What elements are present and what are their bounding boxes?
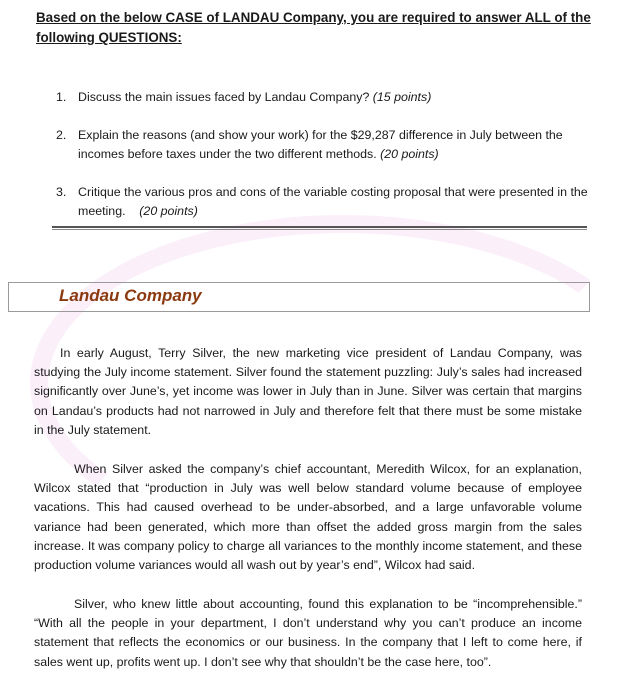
case-title-box [8,282,590,312]
case-title: Landau Company [59,286,202,305]
assignment-header: Based on the below CASE of LANDAU Company, you are required to answer ALL of the following QUESTIONS: [36,10,591,45]
question-points: (20 points) [139,204,198,218]
question-item [56,183,592,221]
question-number: 3. [56,185,67,199]
question-item [56,126,588,164]
question-number: 2. [56,128,67,142]
section-divider-thin [52,229,587,230]
question-text: Critique the various pros and cons of the variable costing proposal that were presented in the meeting. [78,185,592,218]
question-points: (20 points) [380,147,439,161]
question-item [56,88,588,107]
case-paragraph: When Silver asked the company’s chief accountant, Meredith Wilcox, for an explanation, Wilcox stated that “production in July was well below standard volume because of employee vacations. This had caused overhead to be under-absorbed, and a large unfavorable volume variance had been generated, which more than offset the added gross margin from the sales increase. It was company policy to charge all variances to the monthly income statement, and these production volume variances would all wash out by year’s end”, Wilcox had said. [34,462,582,573]
case-paragraph: Silver, who knew little about accounting, found this explanation to be “incomprehensible.” “With all the people in your department, I don’t understand why you can’t produce an income statement that reflects the economics or our business. In the company that I left to come here, if sales went up, profits went up. I don’t see why that shouldn’t be the case here, too”. [34,597,582,669]
case-paragraph: In early August, Terry Silver, the new marketing vice president of Landau Company, was studying the July income statement. Silver found the statement puzzling: July’s sales had increased significantly over June’s, yet income was lower in July than in June. Silver was certain that margins on Landau’s products had not narrowed in July and therefore felt that there must be some mistake in the July statement. [34,346,582,437]
question-points: (15 points) [372,90,432,104]
question-text: Discuss the main issues faced by Landau Company? [78,90,373,104]
question-text: Explain the reasons (and show your work) for the $29,287 difference in July between the incomes before taxes under the two different methods. [78,128,563,161]
section-divider [52,226,587,228]
question-number: 1. [56,90,67,104]
question-list [56,88,592,240]
